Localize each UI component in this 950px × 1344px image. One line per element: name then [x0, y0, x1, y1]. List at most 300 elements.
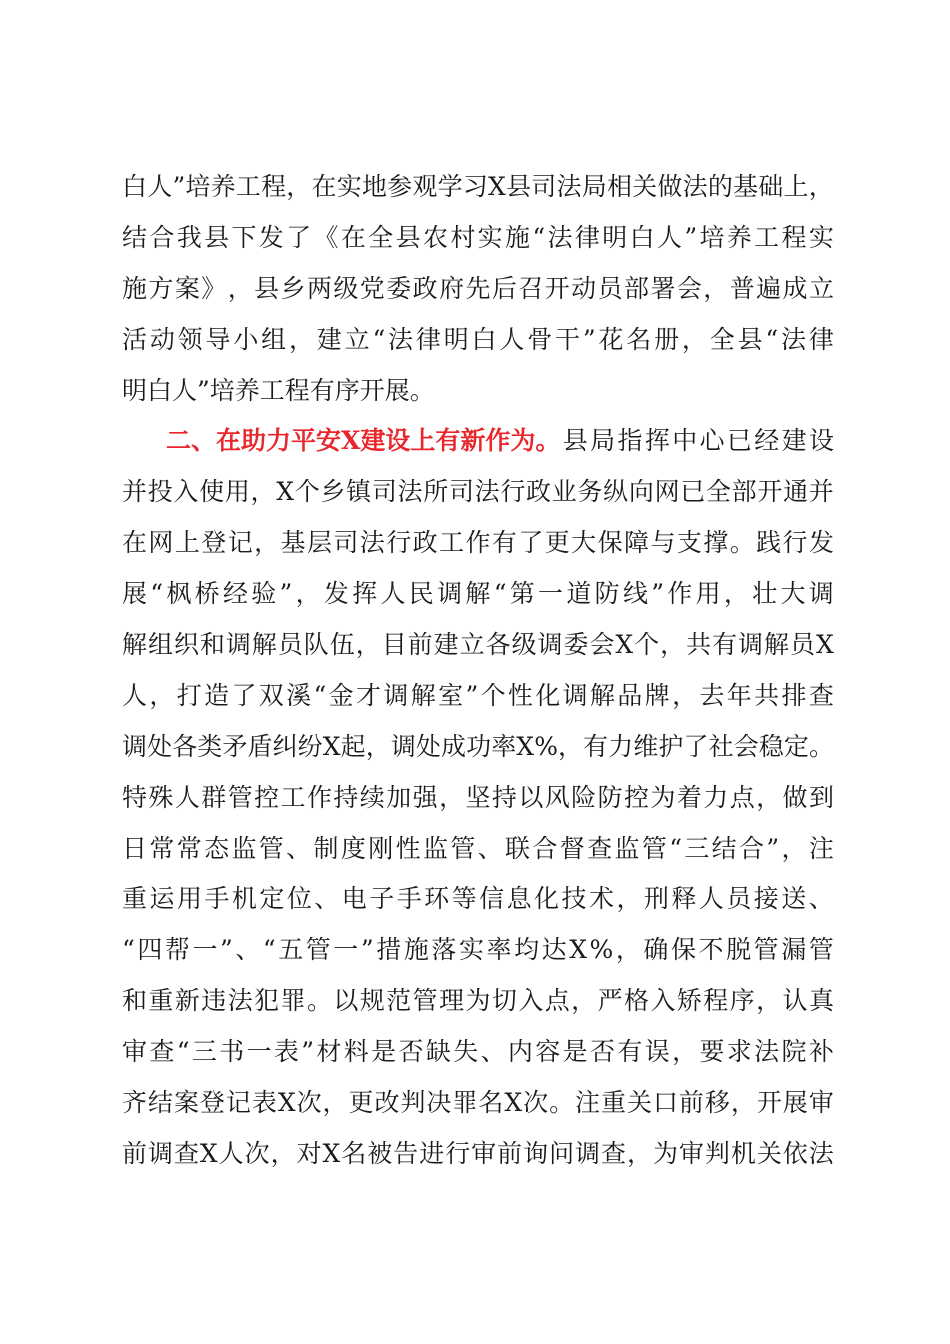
- line-char: 全: [368, 222, 394, 252]
- line-char: 次: [296, 1088, 322, 1118]
- line-char: ”: [301, 1037, 315, 1067]
- line-char: 一: [538, 579, 564, 609]
- line-char: 相: [606, 172, 632, 201]
- line-char: 有: [583, 731, 609, 761]
- line-char: 部: [731, 477, 757, 507]
- line-char: 表: [273, 1037, 299, 1067]
- line-char: 动: [571, 273, 597, 303]
- line-char: 登: [199, 1088, 225, 1118]
- line-char: 行: [500, 477, 526, 507]
- line-char: 控: [254, 782, 280, 812]
- line-char: 脱: [726, 935, 752, 965]
- line-char: 干: [555, 324, 581, 354]
- line-char: 矫: [676, 986, 702, 1016]
- line-char: 管: [305, 935, 331, 965]
- line-char: 依: [782, 1138, 808, 1168]
- line-char: ，: [250, 477, 276, 507]
- line-char: 、: [808, 884, 834, 914]
- line-char: X: [516, 731, 535, 761]
- line-char: 院: [781, 1037, 807, 1067]
- line-char: ”: [220, 935, 233, 965]
- line-char: 经: [754, 426, 780, 456]
- line-char: 刚: [368, 833, 394, 863]
- line-char: ，: [756, 986, 782, 1016]
- line-char: 组: [261, 324, 287, 354]
- line-char: 监: [231, 833, 257, 863]
- line-char: 位: [286, 884, 312, 914]
- line-char: X: [815, 630, 834, 660]
- line-char: 召: [518, 273, 544, 303]
- line-char: 均: [514, 935, 540, 965]
- line-char: 认: [782, 986, 808, 1016]
- line-char: 移: [704, 1088, 730, 1118]
- line-char: 到: [808, 782, 834, 812]
- line-char: 级: [333, 273, 359, 303]
- line-char: 署: [650, 273, 676, 303]
- line-char: 口: [652, 1088, 678, 1118]
- line-char: 人: [147, 172, 173, 201]
- text-line: [122, 722, 834, 773]
- line-char: 日: [122, 833, 148, 863]
- line-char: 造: [204, 680, 230, 710]
- line-char: “: [150, 579, 164, 609]
- line-char: 牌: [644, 680, 670, 710]
- line-char: 。: [808, 731, 834, 761]
- text-line: [122, 925, 834, 976]
- line-char: 规: [359, 986, 385, 1016]
- line-char: 三: [191, 1037, 217, 1067]
- line-char: 点: [729, 782, 755, 812]
- line-char: 更: [348, 1088, 374, 1118]
- line-char: 行: [386, 528, 412, 558]
- line-char: 机: [730, 1138, 756, 1168]
- line-char: 入: [173, 477, 199, 507]
- line-char: 、: [235, 935, 261, 965]
- line-char: 室: [438, 680, 464, 710]
- line-char: 入: [518, 986, 544, 1016]
- line-char: 为: [652, 1138, 678, 1168]
- line-char: 大: [780, 579, 806, 609]
- line-char: 常: [149, 833, 175, 863]
- line-char: 司: [371, 477, 397, 507]
- line-char: 一: [333, 935, 359, 965]
- line-char: 等: [451, 884, 477, 914]
- line-char: 建: [433, 630, 459, 660]
- line-char: 解: [764, 630, 790, 660]
- line-char: 基: [733, 172, 759, 201]
- text-line: [122, 976, 834, 1027]
- line-char: 业: [551, 477, 577, 507]
- line-char: 功: [466, 731, 492, 761]
- line-char: 县: [506, 172, 532, 201]
- line-char: 达: [541, 935, 567, 965]
- line-char: 误: [644, 1037, 670, 1067]
- line-char: 解: [122, 630, 148, 660]
- line-char: 调: [738, 630, 764, 660]
- line-char: 《: [313, 222, 339, 252]
- line-char: 是: [562, 1037, 588, 1067]
- line-char: X: [504, 1088, 523, 1118]
- line-char: 实: [336, 172, 362, 201]
- text-line: [122, 671, 834, 722]
- text-line: [122, 518, 834, 569]
- text-line: [122, 569, 834, 620]
- line-char: ，: [723, 579, 749, 609]
- line-char: 作: [465, 528, 491, 558]
- line-char: 风: [544, 782, 570, 812]
- line-char: 缺: [425, 1037, 451, 1067]
- line-char: 以: [333, 986, 359, 1016]
- line-char: ”: [651, 579, 665, 609]
- line-char: 结: [711, 833, 737, 863]
- line-char: 调: [437, 579, 463, 609]
- line-char: 个: [634, 630, 660, 660]
- line-char: 化: [534, 884, 560, 914]
- line-char: ，: [616, 884, 642, 914]
- line-char: ，: [558, 731, 584, 761]
- line-char: 全: [709, 324, 735, 354]
- line-char: 与: [650, 528, 676, 558]
- line-char: 点: [544, 986, 570, 1016]
- line-char: 做: [782, 782, 808, 812]
- text-line: [122, 467, 834, 518]
- line-char: 维: [633, 731, 659, 761]
- line-char: 监: [614, 833, 640, 863]
- line-char: 花: [598, 324, 624, 354]
- line-char: 是: [371, 1037, 397, 1067]
- line-char: 率: [486, 935, 512, 965]
- line-char: 工: [235, 172, 261, 201]
- line-char: 调: [147, 1138, 173, 1168]
- line-char: 盾: [247, 731, 273, 761]
- line-char: 一: [246, 1037, 272, 1067]
- line-char: 务: [577, 477, 603, 507]
- line-text: 明白人”培养工程有序开展。: [122, 375, 435, 405]
- line-char: ，: [756, 782, 782, 812]
- line-char: 续: [359, 782, 385, 812]
- line-char: 县: [562, 426, 588, 456]
- line-char: 调: [808, 579, 834, 609]
- line-char: 制: [313, 833, 339, 863]
- line-char: 重: [148, 986, 174, 1016]
- line-char: 司: [448, 477, 474, 507]
- line-char: 性: [395, 833, 421, 863]
- line-char: 前: [497, 1138, 523, 1168]
- line-char: 领: [177, 324, 203, 354]
- line-char: “: [765, 324, 779, 354]
- line-char: 工: [280, 782, 306, 812]
- line-char: 重: [601, 1088, 627, 1118]
- line-char: 审: [122, 1037, 148, 1067]
- line-char: 委: [563, 630, 589, 660]
- text-line: [122, 162, 834, 213]
- line-char: 询: [523, 1138, 549, 1168]
- line-char: 容: [535, 1037, 561, 1067]
- line-char: 管: [641, 833, 667, 863]
- text-line: [122, 1078, 834, 1129]
- line-char: 两: [306, 273, 332, 303]
- text-line: [122, 1129, 834, 1180]
- line-char: 人: [174, 782, 200, 812]
- line-char: 金: [328, 680, 354, 710]
- line-char: 关: [626, 1088, 652, 1118]
- line-char: 了: [286, 222, 312, 252]
- line-char: 信: [479, 884, 505, 914]
- line-char: 障: [624, 528, 650, 558]
- line-char: ，: [781, 833, 807, 863]
- line-char: 壮: [752, 579, 778, 609]
- line-char: 开: [544, 273, 570, 303]
- line-char: “: [262, 935, 276, 965]
- line-char: 才: [356, 680, 382, 710]
- line-char: 法: [388, 324, 414, 354]
- text-line: [122, 1027, 834, 1078]
- line-char: 立: [808, 273, 834, 303]
- line-char: ，: [672, 1037, 698, 1067]
- line-char: ，: [322, 1088, 348, 1118]
- line-char: ，: [355, 630, 381, 660]
- line-char: ，: [286, 172, 312, 201]
- line-char: 挥: [352, 579, 378, 609]
- line-char: 已: [726, 426, 752, 456]
- line-char: ，: [149, 680, 175, 710]
- line-char: 审: [471, 1138, 497, 1168]
- line-char: 打: [176, 680, 202, 710]
- line-char: 加: [386, 782, 412, 812]
- line-char: 培: [185, 172, 211, 201]
- line-char: 解: [251, 630, 277, 660]
- line-char: 范: [386, 986, 412, 1016]
- line-char: 护: [658, 731, 684, 761]
- line-char: 力: [608, 731, 634, 761]
- line-char: 调: [562, 680, 588, 710]
- text-line: [122, 620, 834, 671]
- line-char: 持: [333, 782, 359, 812]
- line-char: 农: [422, 222, 448, 252]
- line-char: 、: [286, 833, 312, 863]
- line-char: 民: [408, 579, 434, 609]
- line-char: 局: [590, 426, 616, 456]
- line-char: 建: [316, 324, 342, 354]
- line-char: 结: [122, 222, 148, 252]
- line-char: ，: [439, 782, 465, 812]
- line-char: 用: [176, 884, 202, 914]
- line-char: X: [277, 1088, 296, 1118]
- line-char: 和: [199, 630, 225, 660]
- line-char: 开: [756, 1088, 782, 1118]
- line-char: ，: [703, 273, 729, 303]
- line-char: 法: [474, 477, 500, 507]
- line-char: 人: [698, 884, 724, 914]
- line-char: 确: [643, 935, 669, 965]
- line-char: 础: [758, 172, 784, 201]
- line-char: 实: [458, 935, 484, 965]
- line-char: 县: [204, 222, 230, 252]
- text-line: [122, 264, 834, 315]
- line-char: 施: [122, 273, 148, 303]
- line-char: 联: [505, 833, 531, 863]
- line-char: 县: [254, 273, 280, 303]
- line-char: 。: [729, 528, 755, 558]
- line-char: 前: [678, 1088, 704, 1118]
- line-char: 做: [657, 172, 683, 201]
- line-char: 村: [450, 222, 476, 252]
- line-char: ，: [808, 172, 834, 201]
- line-char: 罪: [280, 986, 306, 1016]
- line-char: 在: [122, 528, 148, 558]
- line-char: 行: [445, 1138, 471, 1168]
- line-char: 为: [465, 986, 491, 1016]
- line-char: 。: [549, 1088, 575, 1118]
- line-char: 类: [197, 731, 223, 761]
- line-char: 有: [617, 1037, 643, 1067]
- line-char: 持: [491, 782, 517, 812]
- line-char: 有: [712, 630, 738, 660]
- line-char: 法: [556, 172, 582, 201]
- line-char: 委: [386, 273, 412, 303]
- line-char: ，: [365, 731, 391, 761]
- line-char: 骨: [527, 324, 553, 354]
- line-char: 合: [149, 222, 175, 252]
- line-char: 员: [597, 273, 623, 303]
- line-char: 真: [808, 986, 834, 1016]
- line-char: 政: [526, 477, 552, 507]
- line-char: 内: [507, 1037, 533, 1067]
- line-char: 乡: [280, 273, 306, 303]
- line-char: 会: [589, 630, 615, 660]
- line-char: 学: [437, 172, 463, 201]
- line-char: 失: [453, 1037, 479, 1067]
- line-char: 下: [231, 222, 257, 252]
- line-char: 已: [680, 477, 706, 507]
- line-char: 术: [588, 884, 614, 914]
- line-char: 员: [277, 630, 303, 660]
- line-char: 强: [412, 782, 438, 812]
- line-char: 更: [544, 528, 570, 558]
- line-char: 。: [306, 986, 332, 1016]
- line-char: 否: [590, 1037, 616, 1067]
- line-char: 成: [782, 273, 808, 303]
- line-char: 所: [423, 477, 449, 507]
- line-char: 上: [174, 528, 200, 558]
- line-char: 材: [316, 1037, 342, 1067]
- line-char: 书: [219, 1037, 245, 1067]
- line-char: “: [532, 222, 546, 252]
- line-char: 大: [571, 528, 597, 558]
- line-char: 法: [781, 324, 807, 354]
- line-char: 改: [374, 1088, 400, 1118]
- line-char: 发: [258, 222, 284, 252]
- line-char: 查: [601, 1138, 627, 1168]
- line-char: 政: [412, 528, 438, 558]
- line-char: 殊: [148, 782, 174, 812]
- line-char: 态: [204, 833, 230, 863]
- line-char: 处: [147, 731, 173, 761]
- line-char: 法: [397, 477, 423, 507]
- line-char: ，: [681, 324, 707, 354]
- text-line: [122, 773, 834, 824]
- line-char: 管: [258, 833, 284, 863]
- line-char: 法: [547, 222, 573, 252]
- line-char: ”: [582, 324, 596, 354]
- line-char: 导: [205, 324, 231, 354]
- text-line: [122, 213, 834, 264]
- line-char: 关: [756, 1138, 782, 1168]
- line-char: 工: [439, 528, 465, 558]
- line-char: 调: [537, 630, 563, 660]
- line-char: 司: [333, 528, 359, 558]
- line-char: 入: [650, 986, 676, 1016]
- line-char: 案: [173, 1088, 199, 1118]
- line-char: 性: [507, 680, 533, 710]
- line-char: “: [493, 579, 507, 609]
- section-heading-line: [122, 416, 834, 467]
- line-char: 律: [415, 324, 441, 354]
- line-char: 名: [626, 324, 652, 354]
- line-char: 群: [201, 782, 227, 812]
- line-char: 管: [808, 935, 834, 965]
- line-char: 求: [726, 1037, 752, 1067]
- line-char: 设: [808, 426, 834, 456]
- line-char: 处: [415, 731, 441, 761]
- line-char: 和: [122, 986, 148, 1016]
- line-char: 了: [231, 680, 257, 710]
- line-char: 作: [306, 782, 332, 812]
- line-char: 级: [511, 630, 537, 660]
- line-char: 坚: [465, 782, 491, 812]
- line-char: 措: [376, 935, 402, 965]
- line-char: 部: [624, 273, 650, 303]
- line-char: 挥: [644, 426, 670, 456]
- line-char: ”: [766, 833, 780, 863]
- line-char: 白: [122, 172, 148, 201]
- line-char: 次: [523, 1088, 549, 1118]
- line-char: 、: [314, 884, 340, 914]
- line-char: 为: [650, 782, 676, 812]
- line-char: ，: [270, 1138, 296, 1168]
- line-char: 调: [122, 731, 148, 761]
- line-char: 一: [192, 935, 218, 965]
- line-char: 工: [754, 222, 780, 252]
- line-char: 了: [683, 731, 709, 761]
- line-char: 目: [381, 630, 407, 660]
- line-char: ，: [730, 1088, 756, 1118]
- line-char: 刑: [643, 884, 669, 914]
- line-char: 司: [531, 172, 557, 201]
- line-char: ，: [571, 986, 597, 1016]
- line-char: 化: [535, 680, 561, 710]
- line-char: 对: [296, 1138, 322, 1168]
- line-char: %: [534, 731, 558, 761]
- line-char: 施: [505, 222, 531, 252]
- line-char: 在: [311, 172, 337, 201]
- line-char: 不: [698, 935, 724, 965]
- line-char: 解: [410, 680, 436, 710]
- line-char: X: [569, 935, 587, 965]
- line-char: 溪: [286, 680, 312, 710]
- line-char: 织: [173, 630, 199, 660]
- line-char: 实: [477, 222, 503, 252]
- line-char: 调: [225, 630, 251, 660]
- line-char: “: [122, 935, 135, 965]
- line-char: 管: [450, 833, 476, 863]
- line-char: 全: [705, 477, 731, 507]
- line-char: 并: [122, 477, 148, 507]
- line-char: 管: [412, 986, 438, 1016]
- line-char: X: [276, 477, 295, 507]
- line-char: 发: [323, 579, 349, 609]
- line-char: 中: [672, 426, 698, 456]
